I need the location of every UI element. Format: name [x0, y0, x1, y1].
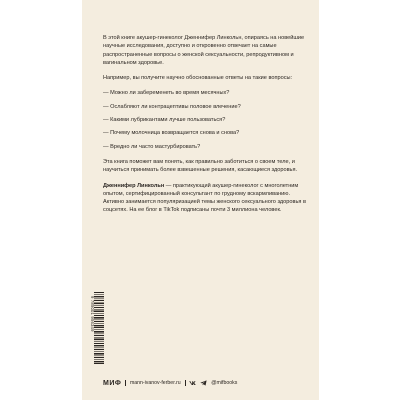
author-bio: — практикующий акушер-гинеколог с многолетним опытом, сертифицированный консультант по грудному вскармливанию. Активно занимается популяризацией темы женского сексуального здоровья в соцсетях. На ее блог в TikTok подписаны почти 3 миллиона человек.: [103, 182, 306, 214]
website-link[interactable]: mann-ivanov-ferber.ru: [129, 380, 181, 386]
isbn-number: [89, 296, 95, 368]
questions-list: [103, 89, 310, 150]
isbn-text: 9 785001 956349: [90, 296, 95, 332]
question-item: — Вредно ли часто мастурбировать?: [103, 143, 201, 150]
vk-icon[interactable]: [189, 380, 196, 386]
question-item: — Ослабляют ли контрацептивы половое влечение?: [103, 103, 241, 110]
telegram-icon[interactable]: [200, 380, 207, 386]
publisher-footer: [103, 378, 313, 388]
footer-divider: [125, 380, 126, 386]
publisher-logo: МИФ: [103, 379, 122, 387]
question-item: — Можно ли забеременеть во время месячных?: [103, 90, 230, 97]
social-handle[interactable]: @mifbooks: [211, 380, 238, 386]
intro-paragraph: В этой книге акушер-гинеколог Дженнифер Линкольн, опираясь на новейшие научные исследования, доступно и откровенно отвечает на самые распространенные вопросы о женской сексуальности, репродуктивном и вагинальном здоровье.: [103, 35, 305, 66]
footer-divider: [185, 380, 186, 386]
cover-text: [103, 34, 310, 222]
conclusion-paragraph: Эта книга поможет вам понять, как правильно заботиться о своем теле, и научиться принимать более взвешенные решения, касающиеся здоровья.: [103, 158, 298, 174]
book-back-cover: [82, 0, 319, 400]
author-name: Дженнифер Линкольн: [103, 182, 165, 189]
barcode-graphic: [94, 292, 104, 364]
barcode: [94, 292, 104, 364]
question-item: — Почему молочница возвращается снова и снова?: [103, 130, 240, 137]
question-item: — Какими лубрикантами лучше пользоваться?: [103, 117, 226, 124]
author-paragraph: [103, 182, 310, 215]
questions-intro: Например, вы получите научно обоснованные ответы на такие вопросы:: [103, 75, 293, 82]
